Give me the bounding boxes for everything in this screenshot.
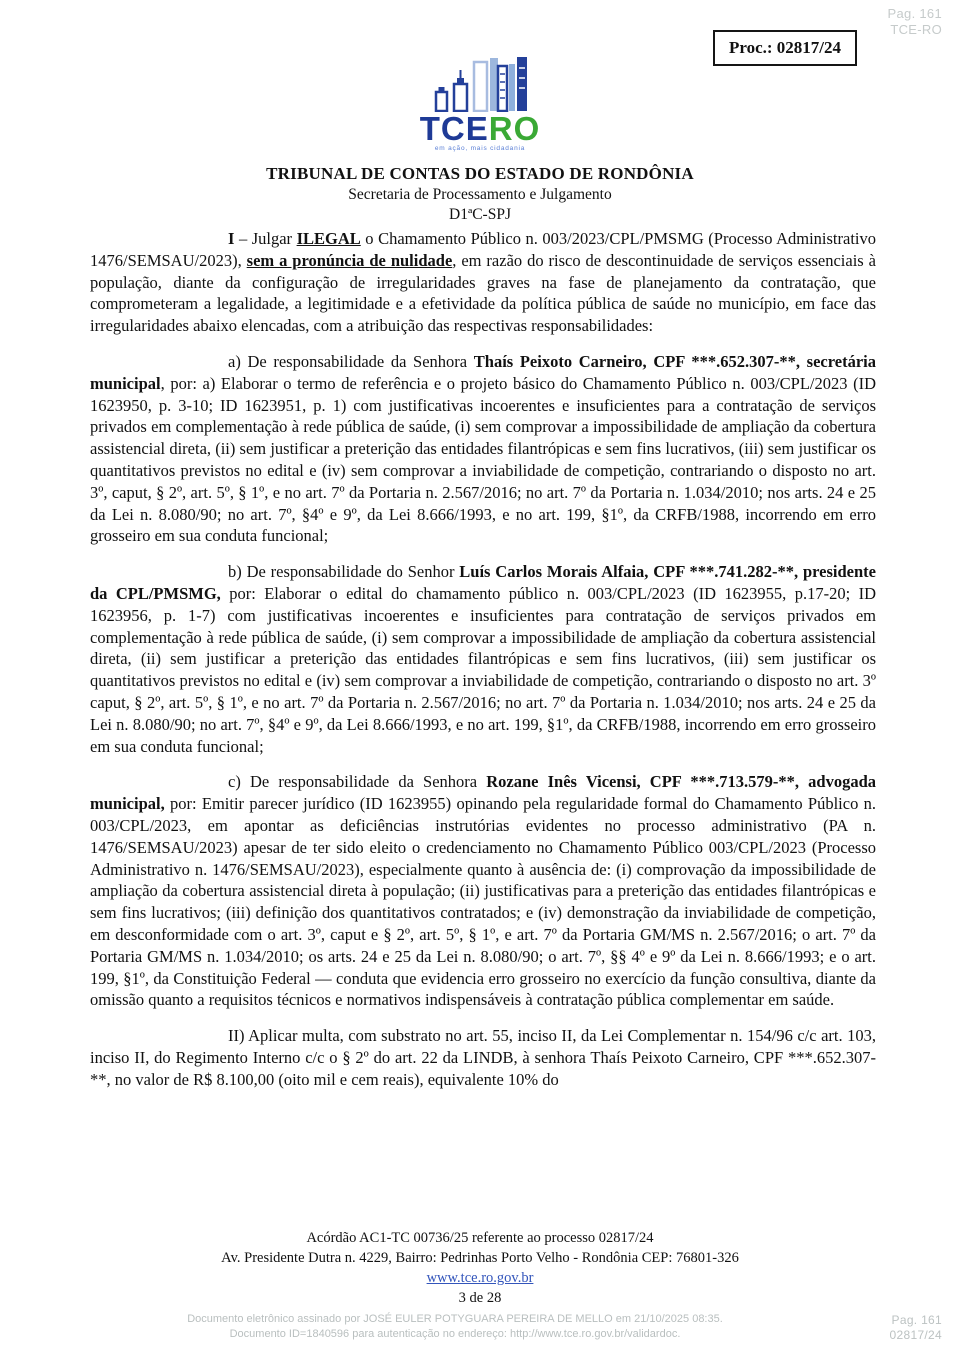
logo-ro: RO xyxy=(488,110,541,147)
paragraph-fine-ii: II) Aplicar multa, com substrato no art. 55, inciso II, da Lei Complementar n. 154/96 c/c art. 103, inciso II, do Regimento Interno c/c o § 2º do art. 22 da LINDB, à senhora Thaís Peixoto Carneiro, CPF ***.652.307-**, no valor de R$ 8.100,00 (oito mil e cem reais), equivalente 10% do xyxy=(90,1026,876,1089)
footer-acordao-reference: Acórdão AC1-TC 00736/25 referente ao processo 02817/24 xyxy=(306,1230,654,1246)
tcero-logo xyxy=(420,56,541,153)
decision-body xyxy=(90,228,876,1104)
page-stamp-top xyxy=(888,6,942,38)
website-link[interactable]: www.tce.ro.gov.br xyxy=(426,1270,534,1286)
signature-line1: Documento eletrônico assinado por JOSÉ EULER POTYGUARA PEREIRA DE MELLO em 21/10/2025 08:35. xyxy=(187,1313,723,1325)
footer-address: Av. Presidente Dutra n. 4229, Bairro: Pedrinhas Porto Velho - Rondônia CEP: 76801-326 xyxy=(221,1250,739,1266)
stamp-org: TCE-RO xyxy=(890,22,942,37)
paragraph-responsibility-a: a) De responsabilidade da Senhora Thaís Peixoto Carneiro, CPF ***.652.307-**, secretária municipal, por: a) Elaborar o termo de referência e o projeto básico do Chamamento Público n. 003/CPL/2023 (ID 1623950, p. 3-10; ID 1623951, p. 1) com justificativas incoerentes e insuficientes para a contratação de serviços privados em complementação à rede pública de saúde, (i) sem comprovar a impossibilidade de ampliação da cobertura assistencial direta, (ii) sem justificar a preterição das entidades filantrópicas e sem fins lucrativos, (iii) sem justificar os quantitativos previstos no edital e (iv) sem comprovar a inviabilidade de competição, contrariando o disposto no art. 3º, caput, § 2º, art. 5º, § 1º, e no art. 7º da Portaria n. 2.567/2016; no art. 7º da Portaria n. 1.034/2010; nos arts. 24 e 25 da Lei n. 8.080/90; no art. 7º, §4º e 9º, da Lei 8.666/1993, e no art. 199, §1º, da CRFB/1988, incorrendo em erro grosseiro em sua conduta funcional; xyxy=(90,351,876,546)
org-department: D1ªC-SPJ xyxy=(449,206,511,223)
org-title: TRIBUNAL DE CONTAS DO ESTADO DE RONDÔNIA xyxy=(266,164,694,183)
logo-tagline: em ação, mais cidadania xyxy=(434,145,526,152)
buildings-icon xyxy=(420,56,541,112)
stamp-page-number: Pag. 161 xyxy=(887,6,942,21)
logo-wordmark xyxy=(419,110,541,147)
org-subtitle: Secretaria de Processamento e Julgamento xyxy=(348,186,612,203)
process-number: Proc.: 02817/24 xyxy=(728,38,842,57)
paragraph-judgment-i: I – Julgar ILEGAL o Chamamento Público n. 003/2023/CPL/PMSMG (Processo Administrativo 1476/SEMSAU/2023), sem a pronúncia de nulidade, em razão do risco de descontinuidade de serviços essenciais à população, diante da configuração de irregularidades graves na fase de planejamento da contratação, que comprometeram a legalidade, a legitimidade e a efetividade da política pública de saúde no município, em face das irregularidades abaixo elencadas, com a atribuição das respectivas responsabilidades: xyxy=(90,229,876,336)
letterhead xyxy=(0,56,960,224)
signature-line2: Documento ID=1840596 para autenticação no endereço: http://www.tce.ro.gov.br/validardoc. xyxy=(229,1328,681,1340)
stamp-process-bottom: 02817/24 xyxy=(889,1328,942,1342)
electronic-signature-note xyxy=(0,1312,910,1342)
page-stamp-bottom xyxy=(890,1313,942,1343)
paragraph-responsibility-b: b) De responsabilidade do Senhor Luís Carlos Morais Alfaia, CPF ***.741.282-**, presidente da CPL/PMSMG, por: Elaborar o edital do chamamento público n. 003/CPL/2023 (ID 1623955, p.17-20; ID 1623956, p. 1-7) com justificativas incoerentes e insuficientes para contratação de serviços privados em complementação à rede pública de saúde, (i) sem comprovar a impossibilidade de ampliação da cobertura assistencial direta, (ii) sem justificar a preterição das entidades filantrópicas e sem fins lucrativos, (iii) sem justificar os quantitativos previstos no edital e (iv) sem comprovar a inviabilidade de competição, contrariando o disposto no art. 3º caput, § 2º, art. 5º, § 1º, e no art. 7º da Portaria n. 2.567/2016; no art. 7º da Portaria n. 1.034/2010; nos arts. 24 e 25 da Lei n. 8.080/90; no art. 7º, §4º e 9º, da Lei 8.666/1993, e no art. 199, §1º, da CRFB/1988, incorrendo em erro grosseiro em sua conduta funcional; xyxy=(90,562,877,756)
paragraph-responsibility-c: c) De responsabilidade da Senhora Rozane Inês Vicensi, CPF ***.713.579-**, advogada municipal, por: Emitir parecer jurídico (ID 1623955) opinando pela regularidade formal do Chamamento Público n. 003/CPL/2023, em apontar as deficiências instrutórias evidentes no processo administrativo (PA n. 1476/SEMSAU/2023) apesar de ter sido eleito o credenciamento no Chamamento Público 003/CPL/2023 (Processo Administrativo n. 1476/SEMSAU/2023), especialmente quanto à ausência de: (i) comprovação da impossibilidade de ampliação da cobertura assistencial direta à população; (ii) justificativas para a preterição das entidades filantrópicas e sem fins lucrativos; (iii) definição dos quantitativos contratados; e (iv) demonstração da inviabilidade de competição, em desconformidade com o art. 3º, caput e § 2º, art. 5º, § 1º, e art. 7º da Portaria GM/MS n. 2.567/2016; o art. 7º da Portaria GM/MS n. 1.034/2010; os arts. 24 e 25 da Lei n. 8.080/90; o art. 7º, §§ 4º e 9º da Lei n. 8.666/1993; e o art. 199, §1º, da Constituição Federal — conduta que evidencia erro grosseiro no exercício da função consultiva, diante da omissão quanto a requisitos técnicos e normativos indispensáveis à contratação pública complementar em saúde. xyxy=(90,772,876,1010)
document-footer xyxy=(0,1228,960,1308)
footer-page-number: 3 de 28 xyxy=(458,1290,502,1306)
logo-tce: TCE xyxy=(419,110,489,147)
stamp-page-number-bottom: Pag. 161 xyxy=(891,1313,942,1327)
